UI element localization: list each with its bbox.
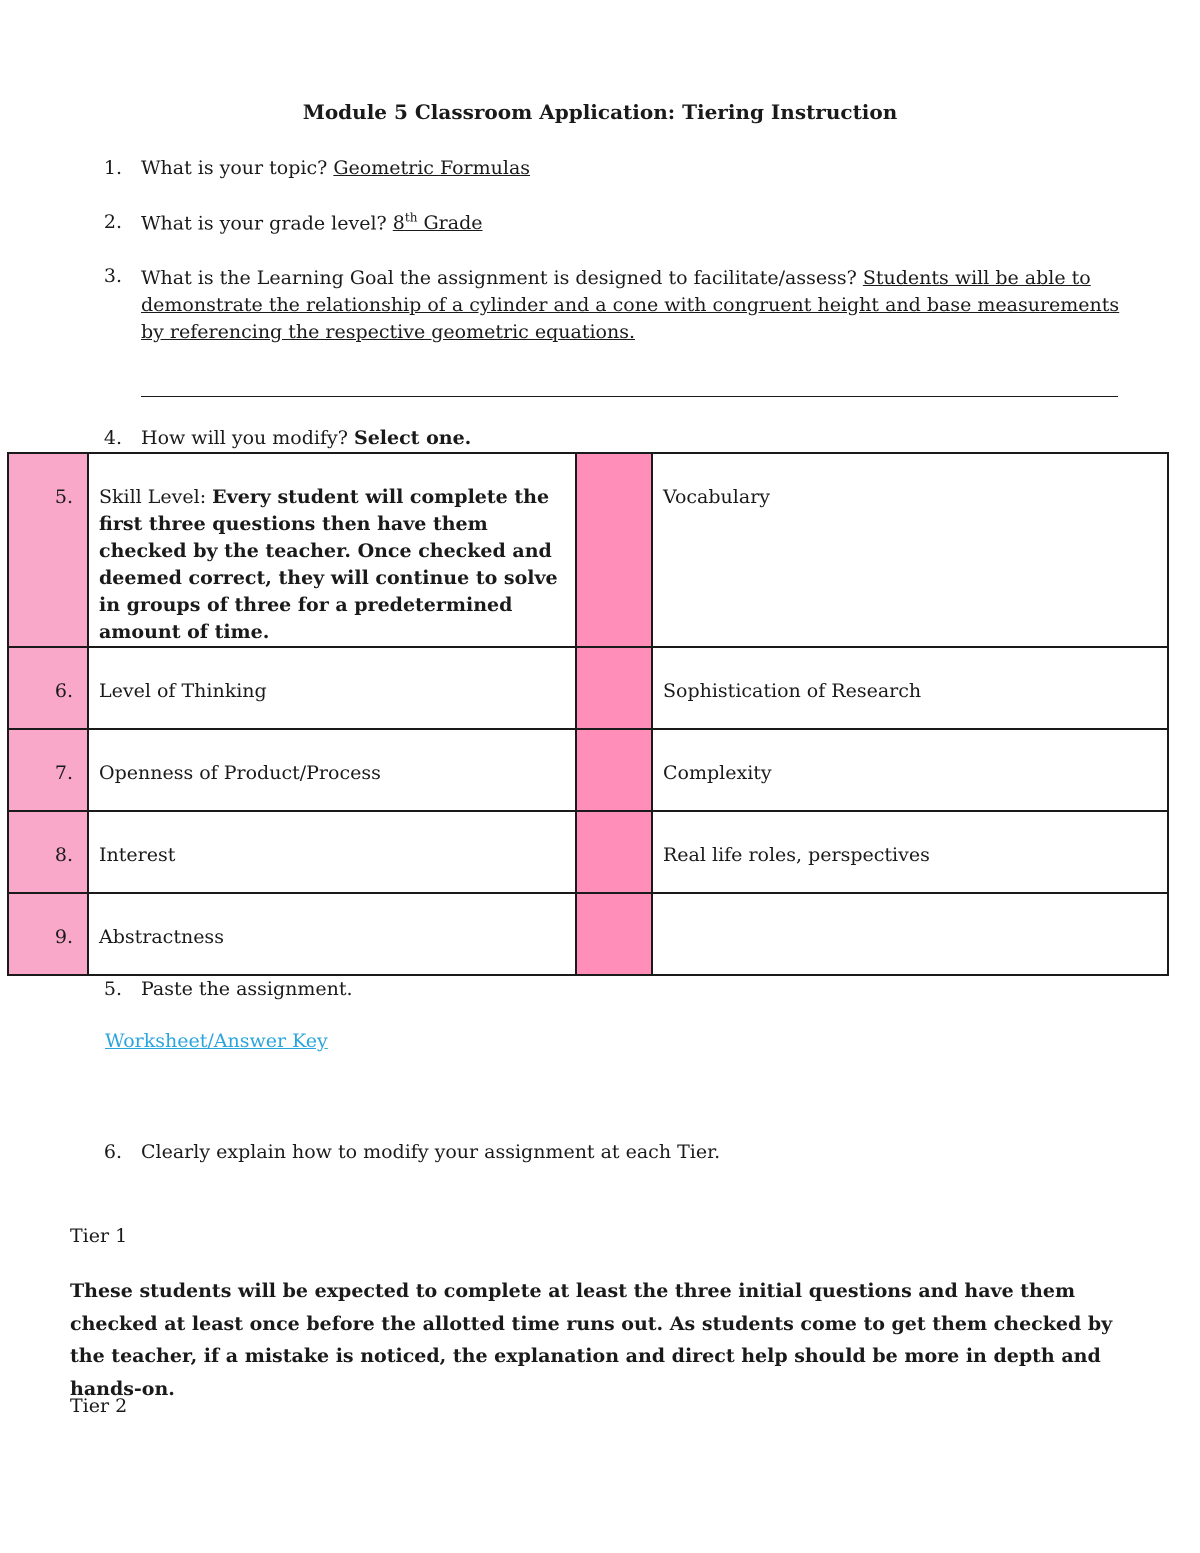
document-title: Module 5 Classroom Application: Tiering Instruction: [302, 100, 898, 124]
option-cell-real-life-roles: [652, 811, 1168, 893]
table-row: [8, 453, 1168, 647]
table-row: [8, 647, 1168, 729]
option-cell-skill-level: [88, 453, 576, 647]
question-2: [141, 211, 483, 234]
worksheet-answer-key-link[interactable]: Worksheet/Answer Key: [105, 1030, 328, 1052]
row-number-cell: [8, 647, 88, 729]
question-3: [141, 265, 1131, 346]
option-detail: Every student will complete the first three questions then have them checked by the teacher. Once checked and deemed correct, they will continue to solve in groups of three for a predetermined amount of time.: [99, 486, 558, 643]
question-6-prompt: Clearly explain how to modify your assignment at each Tier.: [141, 1141, 721, 1163]
question-4-number: 4.: [103, 427, 122, 449]
question-1-prompt: What is your topic?: [141, 157, 328, 179]
table-row: [8, 811, 1168, 893]
blank-answer-line: [141, 396, 1118, 397]
grade-word: Grade: [417, 212, 483, 235]
row-number: 9.: [54, 926, 73, 948]
row-number: 8.: [54, 844, 73, 866]
table-row: [8, 729, 1168, 811]
question-1-answer: Geometric Formulas: [333, 157, 531, 179]
question-2-number: 2.: [103, 211, 122, 233]
option-label: Real life roles, perspectives: [663, 844, 930, 866]
option-select-box[interactable]: [576, 647, 652, 729]
option-select-box[interactable]: [576, 811, 652, 893]
question-4-instruction: Select one.: [354, 427, 472, 449]
option-label: Abstractness: [99, 926, 224, 948]
question-3-number: 3.: [103, 265, 122, 287]
row-number: 7.: [54, 762, 73, 784]
option-label: [653, 894, 1167, 924]
option-cell-empty: [652, 893, 1168, 975]
question-6-number: 6.: [103, 1141, 122, 1163]
option-cell-vocabulary: [652, 453, 1168, 647]
option-select-box[interactable]: [576, 729, 652, 811]
option-cell-abstractness: [88, 893, 576, 975]
option-cell-openness: [88, 729, 576, 811]
question-4-prompt: How will you modify?: [141, 427, 348, 449]
option-label: Openness of Product/Process: [99, 762, 381, 784]
row-number-cell: [8, 811, 88, 893]
option-label: Complexity: [663, 762, 772, 784]
option-cell-level-of-thinking: [88, 647, 576, 729]
option-select-box[interactable]: [576, 893, 652, 975]
option-cell-sophistication-of-research: [652, 647, 1168, 729]
grade-number: 8: [392, 212, 405, 235]
question-5-number: 5.: [103, 978, 122, 1000]
question-2-answer: [393, 212, 483, 234]
row-number: 6.: [54, 680, 73, 702]
row-number-cell: [8, 893, 88, 975]
tier-1-label: Tier 1: [70, 1225, 128, 1247]
option-select-box[interactable]: [576, 453, 652, 647]
row-number-cell: [8, 453, 88, 647]
option-label: Interest: [99, 844, 176, 866]
modification-options-table: [7, 452, 1169, 976]
question-2-prompt: What is your grade level?: [141, 212, 387, 235]
question-4: [141, 427, 471, 449]
row-number-cell: [8, 729, 88, 811]
option-cell-complexity: [652, 729, 1168, 811]
question-3-prompt: What is the Learning Goal the assignment is designed to facilitate/assess?: [141, 267, 857, 289]
question-3-answer: Students will be able to demonstrate the relationship of a cylinder and a cone with congruent height and base measurements by referencing the respective geometric equations.: [141, 267, 1120, 343]
option-label: Level of Thinking: [99, 680, 267, 702]
option-label: Skill Level:: [99, 486, 207, 508]
question-1: [141, 157, 530, 179]
grade-ordinal-suffix: th: [404, 211, 418, 225]
question-1-number: 1.: [103, 157, 122, 179]
option-label: Vocabulary: [663, 486, 771, 508]
tier-2-label: Tier 2: [70, 1395, 128, 1417]
tier-1-description: These students will be expected to complete at least the three initial questions and have them checked at least once before the allotted time runs out. As students come to get them checked by the teacher, if a mistake is noticed, the explanation and direct help should be more in depth and hands-on.: [70, 1280, 1113, 1400]
row-number: 5.: [54, 486, 73, 508]
option-cell-interest: [88, 811, 576, 893]
question-5-prompt: Paste the assignment.: [141, 978, 353, 1000]
table-row: [8, 893, 1168, 975]
option-label: Sophistication of Research: [663, 680, 922, 702]
